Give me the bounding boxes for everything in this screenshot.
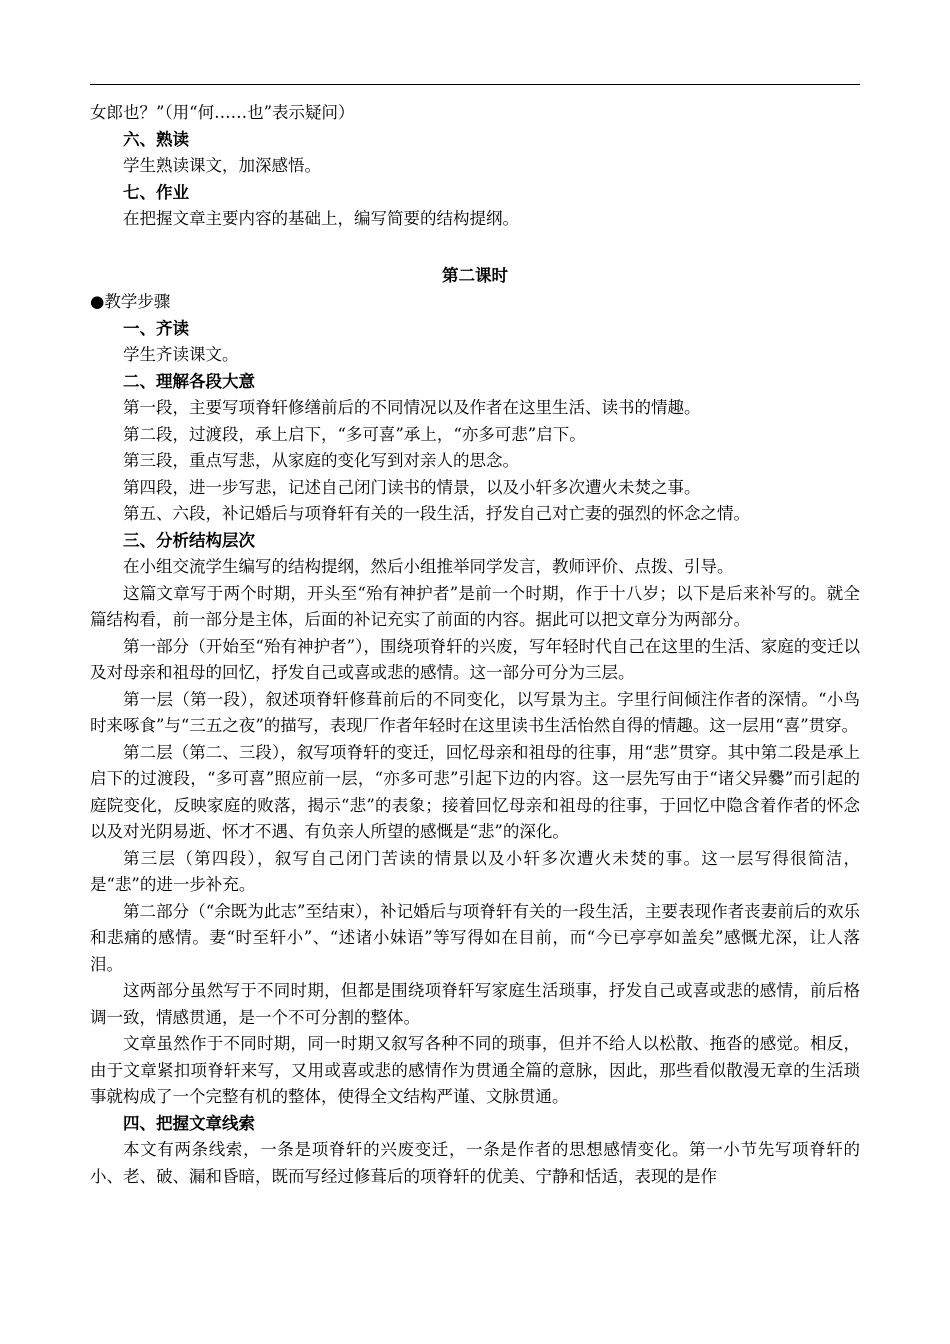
paragraph: 学生熟读课文，加深感悟。 xyxy=(123,156,321,175)
paragraph: 这两部分虽然写于不同时期，但都是围绕项脊轩写家庭生活琐事，抒发自己或喜或悲的感情，前后格调一致，情感贯通，是一个不可分割的整体。 xyxy=(90,981,860,1027)
paragraph: 第三层（第四段），叙写自己闭门苦读的情景以及小轩多次遭火未焚的事。这一层写得很简洁，是“悲”的进一步补充。 xyxy=(90,848,860,894)
paragraph: 本文有两条线索，一条是项脊轩的兴废变迁，一条是作者的思想感情变化。第一小节先写项脊轩的小、老、破、漏和昏暗，既而写经过修葺后的项脊轩的优美、宁静和恬适，表现的是作 xyxy=(90,1140,860,1186)
paragraph: 第二部分（“余既为此志”至结束），补记婚后与项脊轩有关的一段生活，主要表现作者丧妻前后的欢乐和悲痛的感情。妻“时至轩小”、“述诸小妹语”等写得如在目前，而“今已亭亭如盖矣”感慨尤深，让人落泪。 xyxy=(90,901,860,974)
document-body xyxy=(90,100,860,1190)
paragraph: 第四段，进一步写悲，记述自己闭门读书的情景，以及小轩多次遭火未焚之事。 xyxy=(123,477,701,497)
paragraph: 第三段，重点写悲，从家庭的变化写到对亲人的思念。 xyxy=(123,451,519,470)
paragraph: 这篇文章写于两个时期，开头至“殆有神护者”是前一个时期，作于十八岁；以下是后来补写的。就全篇结构看，前一部分是主体，后面的补记充实了前面的内容。据此可以把文章分为两部分。 xyxy=(90,583,860,629)
paragraph: 第二段，过渡段，承上启下，“多可喜”承上，“亦多可悲”启下。 xyxy=(123,424,586,444)
section-heading-7: 七、作业 xyxy=(123,182,189,202)
paragraph: 第一部分（开始至“殆有神护者”），围绕项脊轩的兴废，写年轻时代自己在这里的生活、家庭的变迁以及对母亲和祖母的回忆，抒发自己或喜或悲的感情。这一部分可分为三层。 xyxy=(90,636,860,682)
paragraph: 第五、六段，补记婚后与项脊轩有关的一段生活，抒发自己对亡妻的强烈的怀念之情。 xyxy=(123,504,750,523)
header-rule xyxy=(90,84,860,85)
step-heading-2: 二、理解各段大意 xyxy=(123,371,255,391)
steps-header: ●教学步骤 xyxy=(90,292,171,311)
lesson-title: 第二课时 xyxy=(442,265,508,285)
spacer xyxy=(90,233,860,263)
paragraph: 学生齐读课文。 xyxy=(123,345,239,364)
continued-line: 女郎也？”（用“何……也”表示疑问） xyxy=(90,103,355,122)
paragraph: 第二层（第二、三段），叙写项脊轩的变迁，回忆母亲和祖母的往事，用“悲”贯穿。其中第二段是承上启下的过渡段，“多可喜”照应前一层，“亦多可悲”引起下边的内容。这一层先写由于“诸父异爨”而引起的庭院变化，反映家庭的败落，揭示“悲”的表象；接着回忆母亲和祖母的往事，于回忆中隐含着作者的怀念以及对光阴易逝、怀才不遇、有负亲人所望的感慨是“悲”的深化。 xyxy=(90,742,860,841)
paragraph: 第一层（第一段），叙述项脊轩修葺前后的不同变化，以写景为主。字里行间倾注作者的深情。“小鸟时来啄食”与“三五之夜”的描写，表现厂作者年轻时在这里读书生活怡然自得的情趣。这一层用“喜”贯穿。 xyxy=(90,689,860,735)
section-heading-6: 六、熟读 xyxy=(123,129,189,149)
paragraph: 在小组交流学生编写的结构提纲，然后小组推举同学发言，教师评价、点拨、引导。 xyxy=(123,557,734,576)
step-heading-3: 三、分析结构层次 xyxy=(123,530,255,550)
paragraph: 第一段，主要写项脊轩修缮前后的不同情况以及作者在这里生活、读书的情趣。 xyxy=(123,398,701,417)
paragraph: 在把握文章主要内容的基础上，编写简要的结构提纲。 xyxy=(123,209,519,228)
paragraph: 文章虽然作于不同时期，同一时期又叙写各种不同的琐事，但并不给人以松散、拖沓的感觉。相反，由于文章紧扣项脊轩来写，又用或喜或悲的感情作为贯通全篇的意脉，因此，那些看似散漫无章的生活琐事就构成了一个完整有机的整体，使得全文结构严谨、文脉贯通。 xyxy=(90,1034,860,1106)
step-heading-1: 一、齐读 xyxy=(123,318,189,338)
step-heading-4: 四、把握文章线索 xyxy=(123,1113,255,1133)
